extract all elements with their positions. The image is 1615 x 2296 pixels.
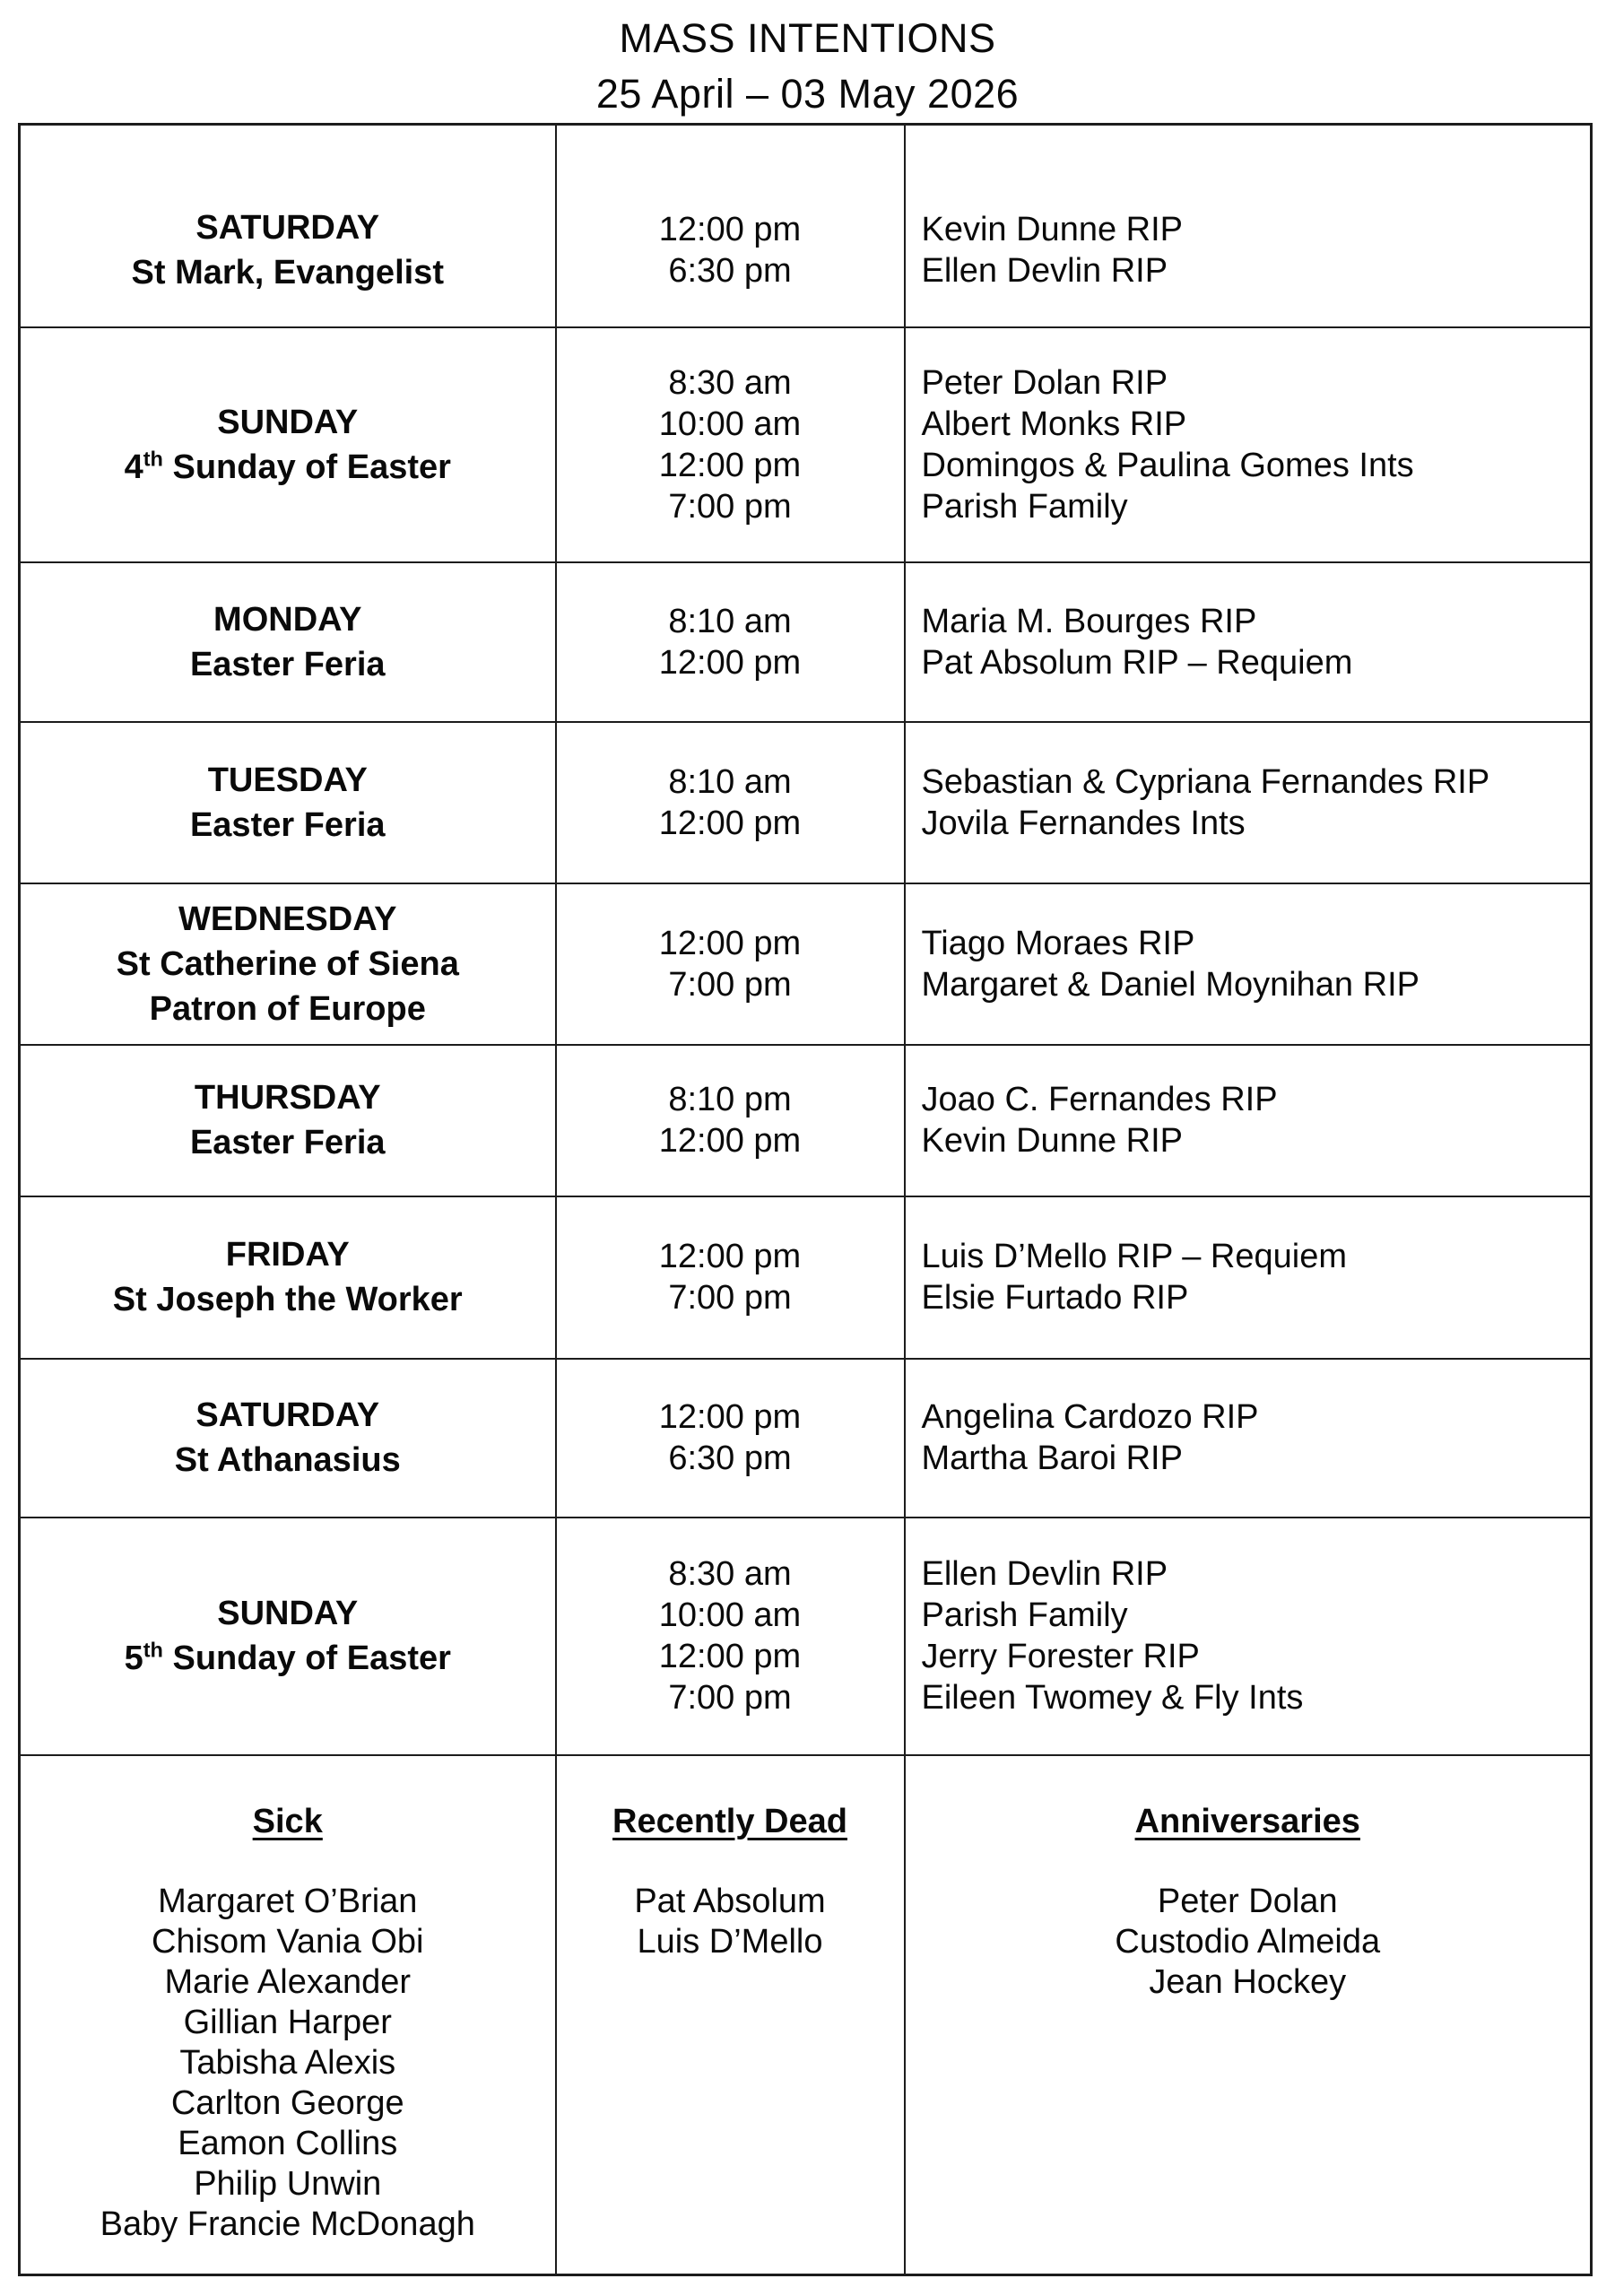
feast-line: Easter Feria <box>189 805 386 844</box>
mass-time: 12:00 pm <box>658 924 802 962</box>
mass-times-cell <box>556 1359 905 1518</box>
mass-intention: Margaret & Daniel Moynihan RIP <box>921 965 1420 1004</box>
ordinal-suffix: th <box>143 1638 163 1662</box>
feast-line: St Catherine of Siena <box>116 944 459 983</box>
memorial-header: Recently Dead <box>612 1802 847 1840</box>
mass-time: 8:30 am <box>668 1555 792 1593</box>
mass-intention: Luis D’Mello RIP – Requiem <box>921 1238 1347 1275</box>
mass-time: 12:00 pm <box>658 1238 802 1275</box>
day-name: SATURDAY <box>195 209 380 248</box>
memorial-name: Eamon Collins <box>178 2124 398 2162</box>
mass-time: 8:10 am <box>668 762 792 801</box>
mass-time: 10:00 am <box>658 404 802 443</box>
day-name: TUESDAY <box>207 761 368 799</box>
mass-time: 12:00 pm <box>658 211 802 249</box>
day-cell <box>20 883 556 1045</box>
mass-intention: Albert Monks RIP <box>921 404 1187 443</box>
mass-intention: Kevin Dunne RIP <box>921 211 1183 249</box>
memorial-name: Chisom Vania Obi <box>152 1922 424 1961</box>
memorial-name: Marie Alexander <box>164 1962 412 2001</box>
day-cell <box>20 327 556 562</box>
memorial-name: Custodio Almeida <box>1115 1922 1381 1961</box>
day-cell <box>20 722 556 883</box>
mass-intentions-cell <box>905 562 1592 722</box>
day-name: SUNDAY <box>217 403 359 441</box>
mass-times-cell <box>556 722 905 883</box>
mass-time: 7:00 pm <box>668 1679 792 1717</box>
day-cell <box>20 1196 556 1359</box>
mass-intention: Ellen Devlin RIP <box>921 252 1168 291</box>
schedule-row <box>20 1518 1592 1755</box>
mass-intention: Elsie Furtado RIP <box>921 1279 1189 1317</box>
mass-times-cell <box>556 125 905 327</box>
memorial-cell-recently-dead <box>556 1755 905 2275</box>
mass-intention: Martha Baroi RIP <box>921 1439 1183 1477</box>
mass-time: 6:30 pm <box>668 1439 792 1477</box>
memorial-header: Sick <box>252 1802 323 1840</box>
memorial-row <box>20 1755 1592 2275</box>
mass-intention: Eileen Twomey & Fly Ints <box>921 1679 1304 1717</box>
mass-time: 7:00 pm <box>668 965 792 1004</box>
mass-intention: Kevin Dunne RIP <box>921 1122 1183 1160</box>
mass-time: 8:10 pm <box>668 1081 792 1118</box>
memorial-name: Gillian Harper <box>183 2003 392 2041</box>
memorial-name: Peter Dolan <box>1157 1882 1338 1920</box>
feast-line: 4th Sunday of Easter <box>124 446 451 486</box>
mass-time: 12:00 pm <box>658 643 802 682</box>
mass-intentions-cell <box>905 1196 1592 1359</box>
mass-intention: Jovila Fernandes Ints <box>921 804 1246 842</box>
mass-time: 12:00 pm <box>658 446 802 484</box>
memorial-name: Carlton George <box>170 2083 404 2122</box>
mass-times-cell <box>556 1518 905 1755</box>
day-cell <box>20 125 556 327</box>
mass-time: 12:00 pm <box>658 1122 802 1160</box>
mass-intention: Sebastian & Cypriana Fernandes RIP <box>921 762 1490 801</box>
mass-intentions-cell <box>905 125 1592 327</box>
mass-intention: Parish Family <box>921 487 1128 526</box>
memorial-cell-sick <box>20 1755 556 2275</box>
memorial-name: Baby Francie McDonagh <box>100 2205 475 2243</box>
mass-intention: Parish Family <box>921 1596 1128 1634</box>
mass-intentions-cell <box>905 1518 1592 1755</box>
memorial-cell-anniversaries <box>905 1755 1592 2275</box>
schedule-row <box>20 883 1592 1045</box>
mass-intentions-cell <box>905 1359 1592 1518</box>
mass-intentions-cell <box>905 1045 1592 1196</box>
mass-time: 8:10 am <box>668 602 792 640</box>
day-name: MONDAY <box>213 600 362 639</box>
mass-intention: Peter Dolan RIP <box>921 363 1168 402</box>
mass-times-cell <box>556 1045 905 1196</box>
mass-intention: Maria M. Bourges RIP <box>921 602 1257 640</box>
mass-time: 10:00 am <box>658 1596 802 1634</box>
mass-intention: Jerry Forester RIP <box>921 1638 1200 1675</box>
schedule-row <box>20 125 1592 327</box>
feast-line: Easter Feria <box>189 1124 386 1161</box>
mass-intention: Tiago Moraes RIP <box>921 924 1195 962</box>
feast-line: Easter Feria <box>189 645 386 683</box>
memorial-name: Luis D’Mello <box>637 1922 823 1961</box>
mass-intentions-cell <box>905 722 1592 883</box>
day-cell <box>20 1359 556 1518</box>
document-title-block <box>0 11 1615 122</box>
mass-intentions-cell <box>905 327 1592 562</box>
mass-time: 7:00 pm <box>668 487 792 526</box>
day-name: SUNDAY <box>217 1595 359 1632</box>
feast-line: St Athanasius <box>174 1441 401 1479</box>
ordinal-suffix: th <box>143 446 163 470</box>
feast-line: Patron of Europe <box>149 989 426 1028</box>
feast-line: 5th Sunday of Easter <box>124 1638 451 1677</box>
mass-intentions-cell <box>905 883 1592 1045</box>
schedule-row <box>20 1196 1592 1359</box>
mass-time: 12:00 pm <box>658 804 802 842</box>
mass-time: 7:00 pm <box>668 1279 792 1317</box>
mass-times-cell <box>556 1196 905 1359</box>
feast-line: St Mark, Evangelist <box>131 254 444 292</box>
day-cell <box>20 1518 556 1755</box>
mass-intentions-table <box>18 123 1593 2276</box>
mass-intention: Angelina Cardozo RIP <box>921 1398 1259 1436</box>
page-subtitle: 25 April – 03 May 2026 <box>595 71 1020 117</box>
mass-time: 12:00 pm <box>658 1398 802 1436</box>
memorial-name: Tabisha Alexis <box>179 2043 396 2082</box>
feast-line: St Joseph the Worker <box>112 1281 463 1318</box>
mass-time: 8:30 am <box>668 363 792 402</box>
day-name: SATURDAY <box>195 1396 380 1434</box>
memorial-name: Pat Absolum <box>634 1882 826 1920</box>
mass-times-cell <box>556 562 905 722</box>
schedule-row <box>20 722 1592 883</box>
mass-time: 12:00 pm <box>658 1638 802 1675</box>
schedule-row <box>20 1045 1592 1196</box>
page-title: MASS INTENTIONS <box>619 15 996 61</box>
mass-intention: Pat Absolum RIP – Requiem <box>921 643 1353 682</box>
mass-intention: Domingos & Paulina Gomes Ints <box>921 446 1414 484</box>
memorial-header: Anniversaries <box>1134 1802 1360 1840</box>
schedule-row <box>20 562 1592 722</box>
day-name: WEDNESDAY <box>178 900 397 938</box>
day-cell <box>20 1045 556 1196</box>
day-cell <box>20 562 556 722</box>
schedule-row <box>20 1359 1592 1518</box>
day-name: THURSDAY <box>194 1079 381 1117</box>
mass-intention: Joao C. Fernandes RIP <box>921 1081 1278 1118</box>
mass-times-cell <box>556 327 905 562</box>
mass-intention: Ellen Devlin RIP <box>921 1555 1168 1593</box>
day-name: FRIDAY <box>225 1236 350 1274</box>
mass-time: 6:30 pm <box>668 252 792 291</box>
schedule-row <box>20 327 1592 562</box>
memorial-name: Jean Hockey <box>1149 1962 1347 2001</box>
memorial-name: Margaret O’Brian <box>158 1882 418 1920</box>
memorial-name: Philip Unwin <box>194 2164 382 2203</box>
mass-times-cell <box>556 883 905 1045</box>
